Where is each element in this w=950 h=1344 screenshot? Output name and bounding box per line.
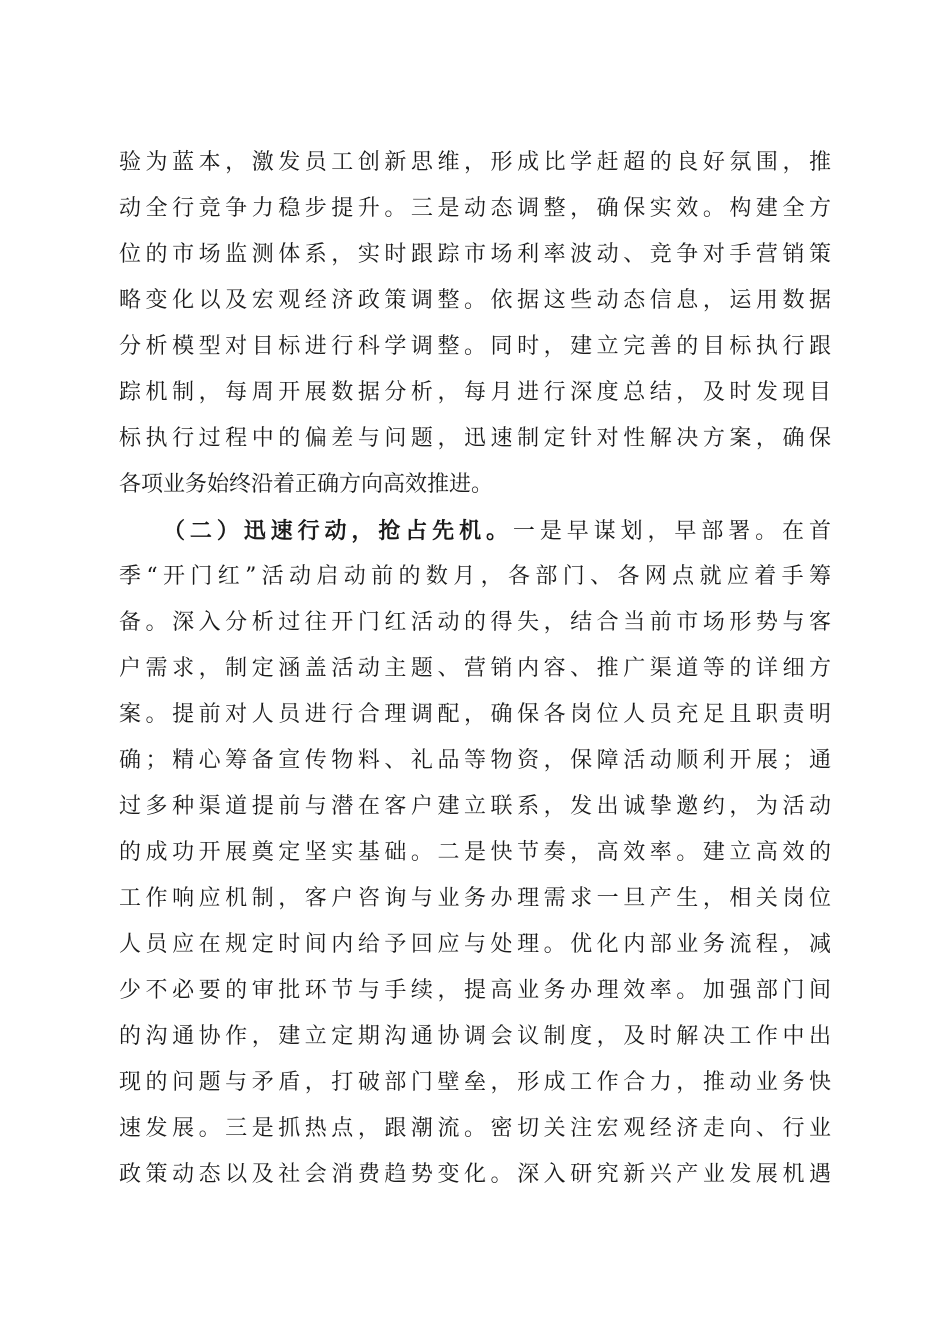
text-line: 备。深入分析过往开门红活动的得失，结合当前市场形势与客 — [119, 610, 831, 635]
text-line: 确；精心筹备宣传物料、礼品等物资，保障活动顺利开展；通 — [119, 748, 831, 773]
text-line: 过多种渠道提前与潜在客户建立联系，发出诚挚邀约，为活动 — [119, 794, 831, 819]
text-line: 政策动态以及社会消费趋势变化。深入研究新兴产业发展机遇 — [119, 1162, 831, 1187]
text-line: 户需求，制定涵盖活动主题、营销内容、推广渠道等的详细方 — [119, 656, 831, 681]
text-line-first — [119, 508, 831, 554]
text-line: 速发展。三是抓热点，跟潮流。密切关注宏观经济走向、行业 — [119, 1116, 831, 1141]
paragraph-2 — [119, 508, 831, 1198]
text-line: 现的问题与矛盾，打破部门壁垒，形成工作合力，推动业务快 — [119, 1070, 831, 1095]
text-line: 踪机制，每周开展数据分析，每月进行深度总结，及时发现目 — [119, 380, 831, 405]
document-body — [119, 140, 831, 1198]
paragraph-1 — [119, 140, 831, 508]
text-line: 略变化以及宏观经济政策调整。依据这些动态信息，运用数据 — [119, 288, 831, 313]
text-line: 分析模型对目标进行科学调整。同时，建立完善的目标执行跟 — [119, 334, 831, 359]
text-line: 少不必要的审批环节与手续，提高业务办理效率。加强部门间 — [119, 978, 831, 1003]
text-line: 验为蓝本，激发员工创新思维，形成比学赶超的良好氛围，推 — [119, 150, 831, 175]
text-line: 标执行过程中的偏差与问题，迅速制定针对性解决方案，确保 — [119, 426, 831, 451]
text-run: 一是早谋划，早部署。在首 — [512, 519, 831, 544]
text-line: 位的市场监测体系，实时跟踪市场利率波动、竞争对手营销策 — [119, 242, 831, 267]
text-line: 的沟通协作，建立定期沟通协调会议制度，及时解决工作中出 — [119, 1024, 831, 1049]
section-heading: （二）迅速行动，抢占先机。 — [163, 518, 513, 544]
text-line: 工作响应机制，客户咨询与业务办理需求一旦产生，相关岗位 — [119, 886, 831, 911]
text-line: 季“开门红”活动启动前的数月，各部门、各网点就应着手筹 — [119, 564, 831, 589]
text-line: 人员应在规定时间内给予回应与处理。优化内部业务流程，减 — [119, 932, 831, 957]
text-line: 动全行竞争力稳步提升。三是动态调整，确保实效。构建全方 — [119, 196, 831, 221]
text-line: 案。提前对人员进行合理调配，确保各岗位人员充足且职责明 — [119, 702, 831, 727]
text-line: 各项业务始终沿着正确方向高效推进。 — [119, 472, 494, 497]
text-line: 的成功开展奠定坚实基础。二是快节奏，高效率。建立高效的 — [119, 840, 831, 865]
